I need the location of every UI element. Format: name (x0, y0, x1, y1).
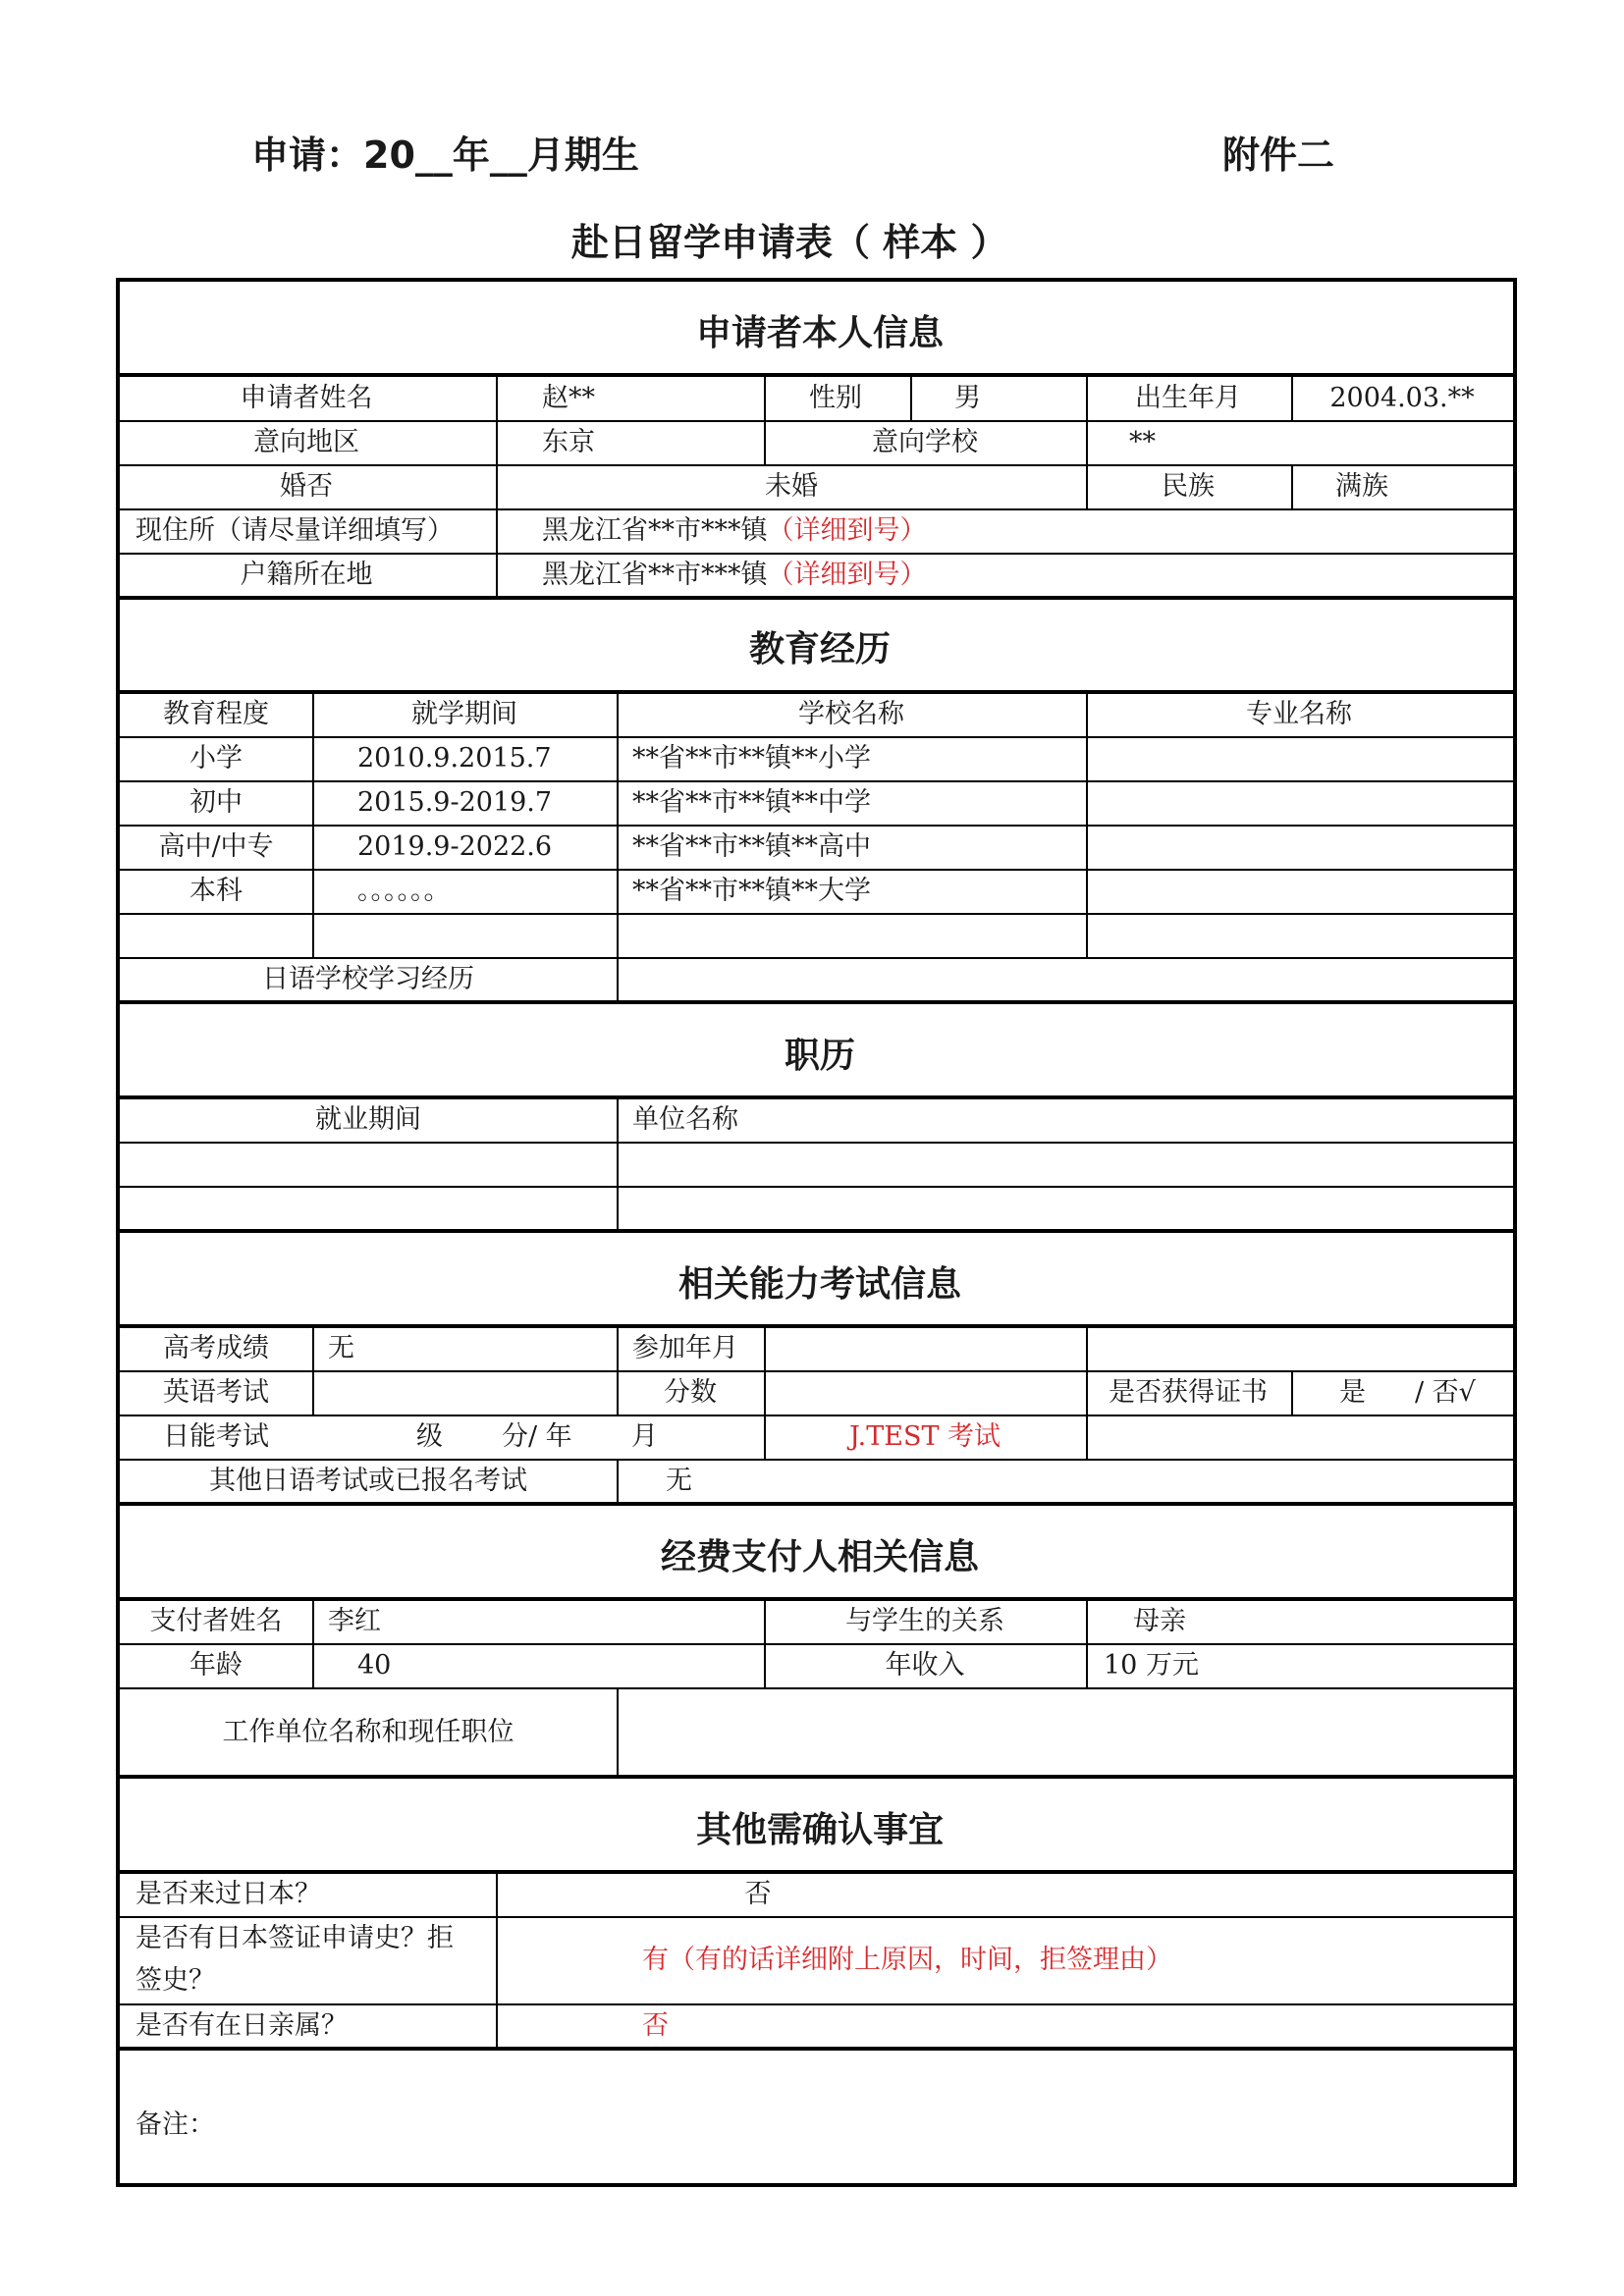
edu-period: 2010.9.2015.7 (357, 743, 552, 774)
relatives-value: 否 (642, 2010, 669, 2041)
remarks-label: 备注： (135, 2109, 215, 2140)
income-label: 年收入 (885, 1650, 965, 1681)
edu-school: **省**市**镇**中学 (632, 787, 871, 818)
divider (120, 780, 1513, 782)
income-value: 10 万元 (1104, 1650, 1199, 1681)
divider (120, 596, 1513, 600)
divider (120, 508, 1513, 510)
attachment-label: 附件二 (1222, 133, 1335, 177)
section-title-sponsor: 经费支付人相关信息 (660, 1537, 980, 1577)
divider (120, 1186, 1513, 1188)
birth-value: 2004.03.** (1329, 383, 1475, 413)
hukou-note: （详细到号） (767, 560, 927, 590)
visa-history-value: 有（有的话详细附上原因，时间，拒签理由） (642, 1945, 1172, 1975)
other-exam-label: 其他日语考试或已报名考试 (209, 1466, 527, 1496)
other-exam-value: 无 (666, 1466, 692, 1496)
school-label: 意向学校 (872, 427, 978, 457)
ethnicity-value: 满族 (1335, 471, 1388, 502)
edu-header-level: 教育程度 (163, 699, 269, 729)
divider (1086, 1601, 1088, 1687)
divider (120, 1000, 1513, 1004)
career-period-label: 就业期间 (315, 1104, 421, 1135)
divider (617, 1687, 619, 1775)
divider (120, 869, 1513, 871)
region-label: 意向地区 (253, 427, 359, 457)
application-form (116, 278, 1517, 2187)
gaokao-value: 无 (328, 1333, 354, 1363)
section-title-other: 其他需确认事宜 (695, 1810, 945, 1850)
jlpt-level: 级 (416, 1421, 443, 1452)
divider (120, 2047, 1513, 2051)
relatives-label: 是否有在日亲属？ (135, 2010, 348, 2041)
divider (617, 694, 619, 1000)
divider (496, 1874, 498, 2047)
divider (120, 1229, 1513, 1233)
divider (120, 1095, 1513, 1099)
sponsor-name-value: 李红 (328, 1606, 381, 1636)
section-title-personal: 申请者本人信息 (695, 313, 945, 353)
divider (764, 1601, 766, 1687)
page-title: 赴日留学申请表（ 样本 ） (571, 221, 1008, 264)
visited-japan-value: 否 (744, 1879, 772, 1909)
edu-level: 高中/中专 (158, 831, 274, 862)
certificate-yes: 是 (1339, 1377, 1366, 1408)
divider (312, 1601, 314, 1687)
application-period: 申请：20__年__月期生 (251, 133, 639, 177)
divider (120, 1415, 1513, 1416)
hukou-value: 黑龙江省**市***镇（详细到号） (542, 560, 927, 590)
divider (120, 373, 1513, 377)
divider (120, 464, 1513, 466)
divider (617, 1328, 619, 1415)
divider (764, 1328, 766, 1459)
edu-level: 本科 (189, 876, 243, 906)
jlpt-note: J.TEST 考试 (848, 1421, 1001, 1452)
birth-label: 出生年月 (1135, 383, 1241, 413)
age-value: 40 (357, 1650, 392, 1681)
divider (120, 1687, 1513, 1689)
divider (120, 957, 1513, 959)
visited-japan-label: 是否来过日本？ (135, 1879, 321, 1909)
career-company-label: 单位名称 (632, 1104, 738, 1135)
divider (120, 736, 1513, 738)
edu-period: 2019.9-2022.6 (357, 831, 553, 862)
hukou-label: 户籍所在地 (240, 560, 373, 590)
divider (1291, 464, 1293, 508)
section-title-education: 教育经历 (748, 629, 892, 669)
divider (312, 1328, 314, 1415)
edu-header-period: 就学期间 (411, 699, 517, 729)
divider (120, 553, 1513, 555)
divider (1086, 377, 1088, 508)
divider (120, 913, 1513, 915)
edu-level: 小学 (189, 743, 243, 774)
divider (120, 825, 1513, 827)
divider (120, 1916, 1513, 1918)
english-exam-label: 英语考试 (163, 1377, 269, 1408)
jlpt-month: 月 (631, 1421, 658, 1452)
edu-header-school: 学校名称 (798, 699, 904, 729)
visa-history-label-line2: 签史？ (135, 1965, 215, 1996)
name-label: 申请者姓名 (240, 383, 373, 413)
jlpt-label: 日能考试 (163, 1421, 269, 1452)
divider (312, 694, 314, 957)
divider (1086, 694, 1088, 957)
divider (764, 377, 766, 464)
certificate-label: 是否获得证书 (1109, 1377, 1268, 1408)
employer-label: 工作单位名称和现任职位 (222, 1717, 514, 1747)
address-note: （详细到号） (767, 515, 927, 546)
visa-history-label-line1: 是否有日本签证申请史？拒 (135, 1923, 454, 1953)
divider (1291, 1370, 1293, 1415)
divider (617, 1459, 619, 1502)
gender-label: 性别 (809, 383, 862, 413)
exam-year-label: 参加年月 (632, 1333, 738, 1363)
divider (120, 1324, 1513, 1328)
gender-value: 男 (954, 383, 981, 413)
divider (120, 1597, 1513, 1601)
edu-school: **省**市**镇**高中 (632, 831, 871, 862)
address-value: 黑龙江省**市***镇（详细到号） (542, 515, 927, 546)
certificate-no: / 否√ (1415, 1377, 1476, 1408)
score-label: 分数 (664, 1377, 717, 1408)
marital-label: 婚否 (280, 471, 333, 502)
divider (120, 1643, 1513, 1645)
sponsor-name-label: 支付者姓名 (149, 1606, 283, 1636)
name-value: 赵** (542, 383, 595, 413)
age-label: 年龄 (189, 1650, 243, 1681)
divider (120, 1370, 1513, 1372)
ethnicity-label: 民族 (1162, 471, 1215, 502)
divider (910, 377, 912, 420)
relation-label: 与学生的关系 (845, 1606, 1004, 1636)
edu-school: **省**市**镇**小学 (632, 743, 871, 774)
divider (120, 690, 1513, 694)
gaokao-label: 高考成绩 (163, 1333, 269, 1363)
relation-value: 母亲 (1133, 1606, 1186, 1636)
divider (120, 1502, 1513, 1506)
school-value: ** (1129, 427, 1156, 457)
divider (1086, 1328, 1088, 1459)
jlpt-score-year: 分/ 年 (502, 1421, 572, 1452)
section-title-exams: 相关能力考试信息 (677, 1264, 962, 1305)
divider (120, 1142, 1513, 1144)
divider (1291, 377, 1293, 420)
divider (120, 420, 1513, 422)
divider (120, 1870, 1513, 1874)
edu-period: 。。。。。。 (357, 876, 451, 906)
section-title-career: 职历 (784, 1036, 856, 1076)
japanese-school-label: 日语学校学习经历 (262, 964, 474, 994)
divider (120, 2003, 1513, 2005)
divider (120, 1459, 1513, 1461)
edu-header-major: 专业名称 (1246, 699, 1352, 729)
edu-period: 2015.9-2019.7 (357, 787, 553, 818)
marital-value: 未婚 (765, 471, 818, 502)
divider (120, 1775, 1513, 1779)
divider (617, 1099, 619, 1229)
edu-level: 初中 (189, 787, 243, 818)
region-value: 东京 (542, 427, 595, 457)
divider (496, 377, 498, 596)
address-label: 现住所（请尽量详细填写） (135, 515, 454, 546)
edu-school: **省**市**镇**大学 (632, 876, 871, 906)
